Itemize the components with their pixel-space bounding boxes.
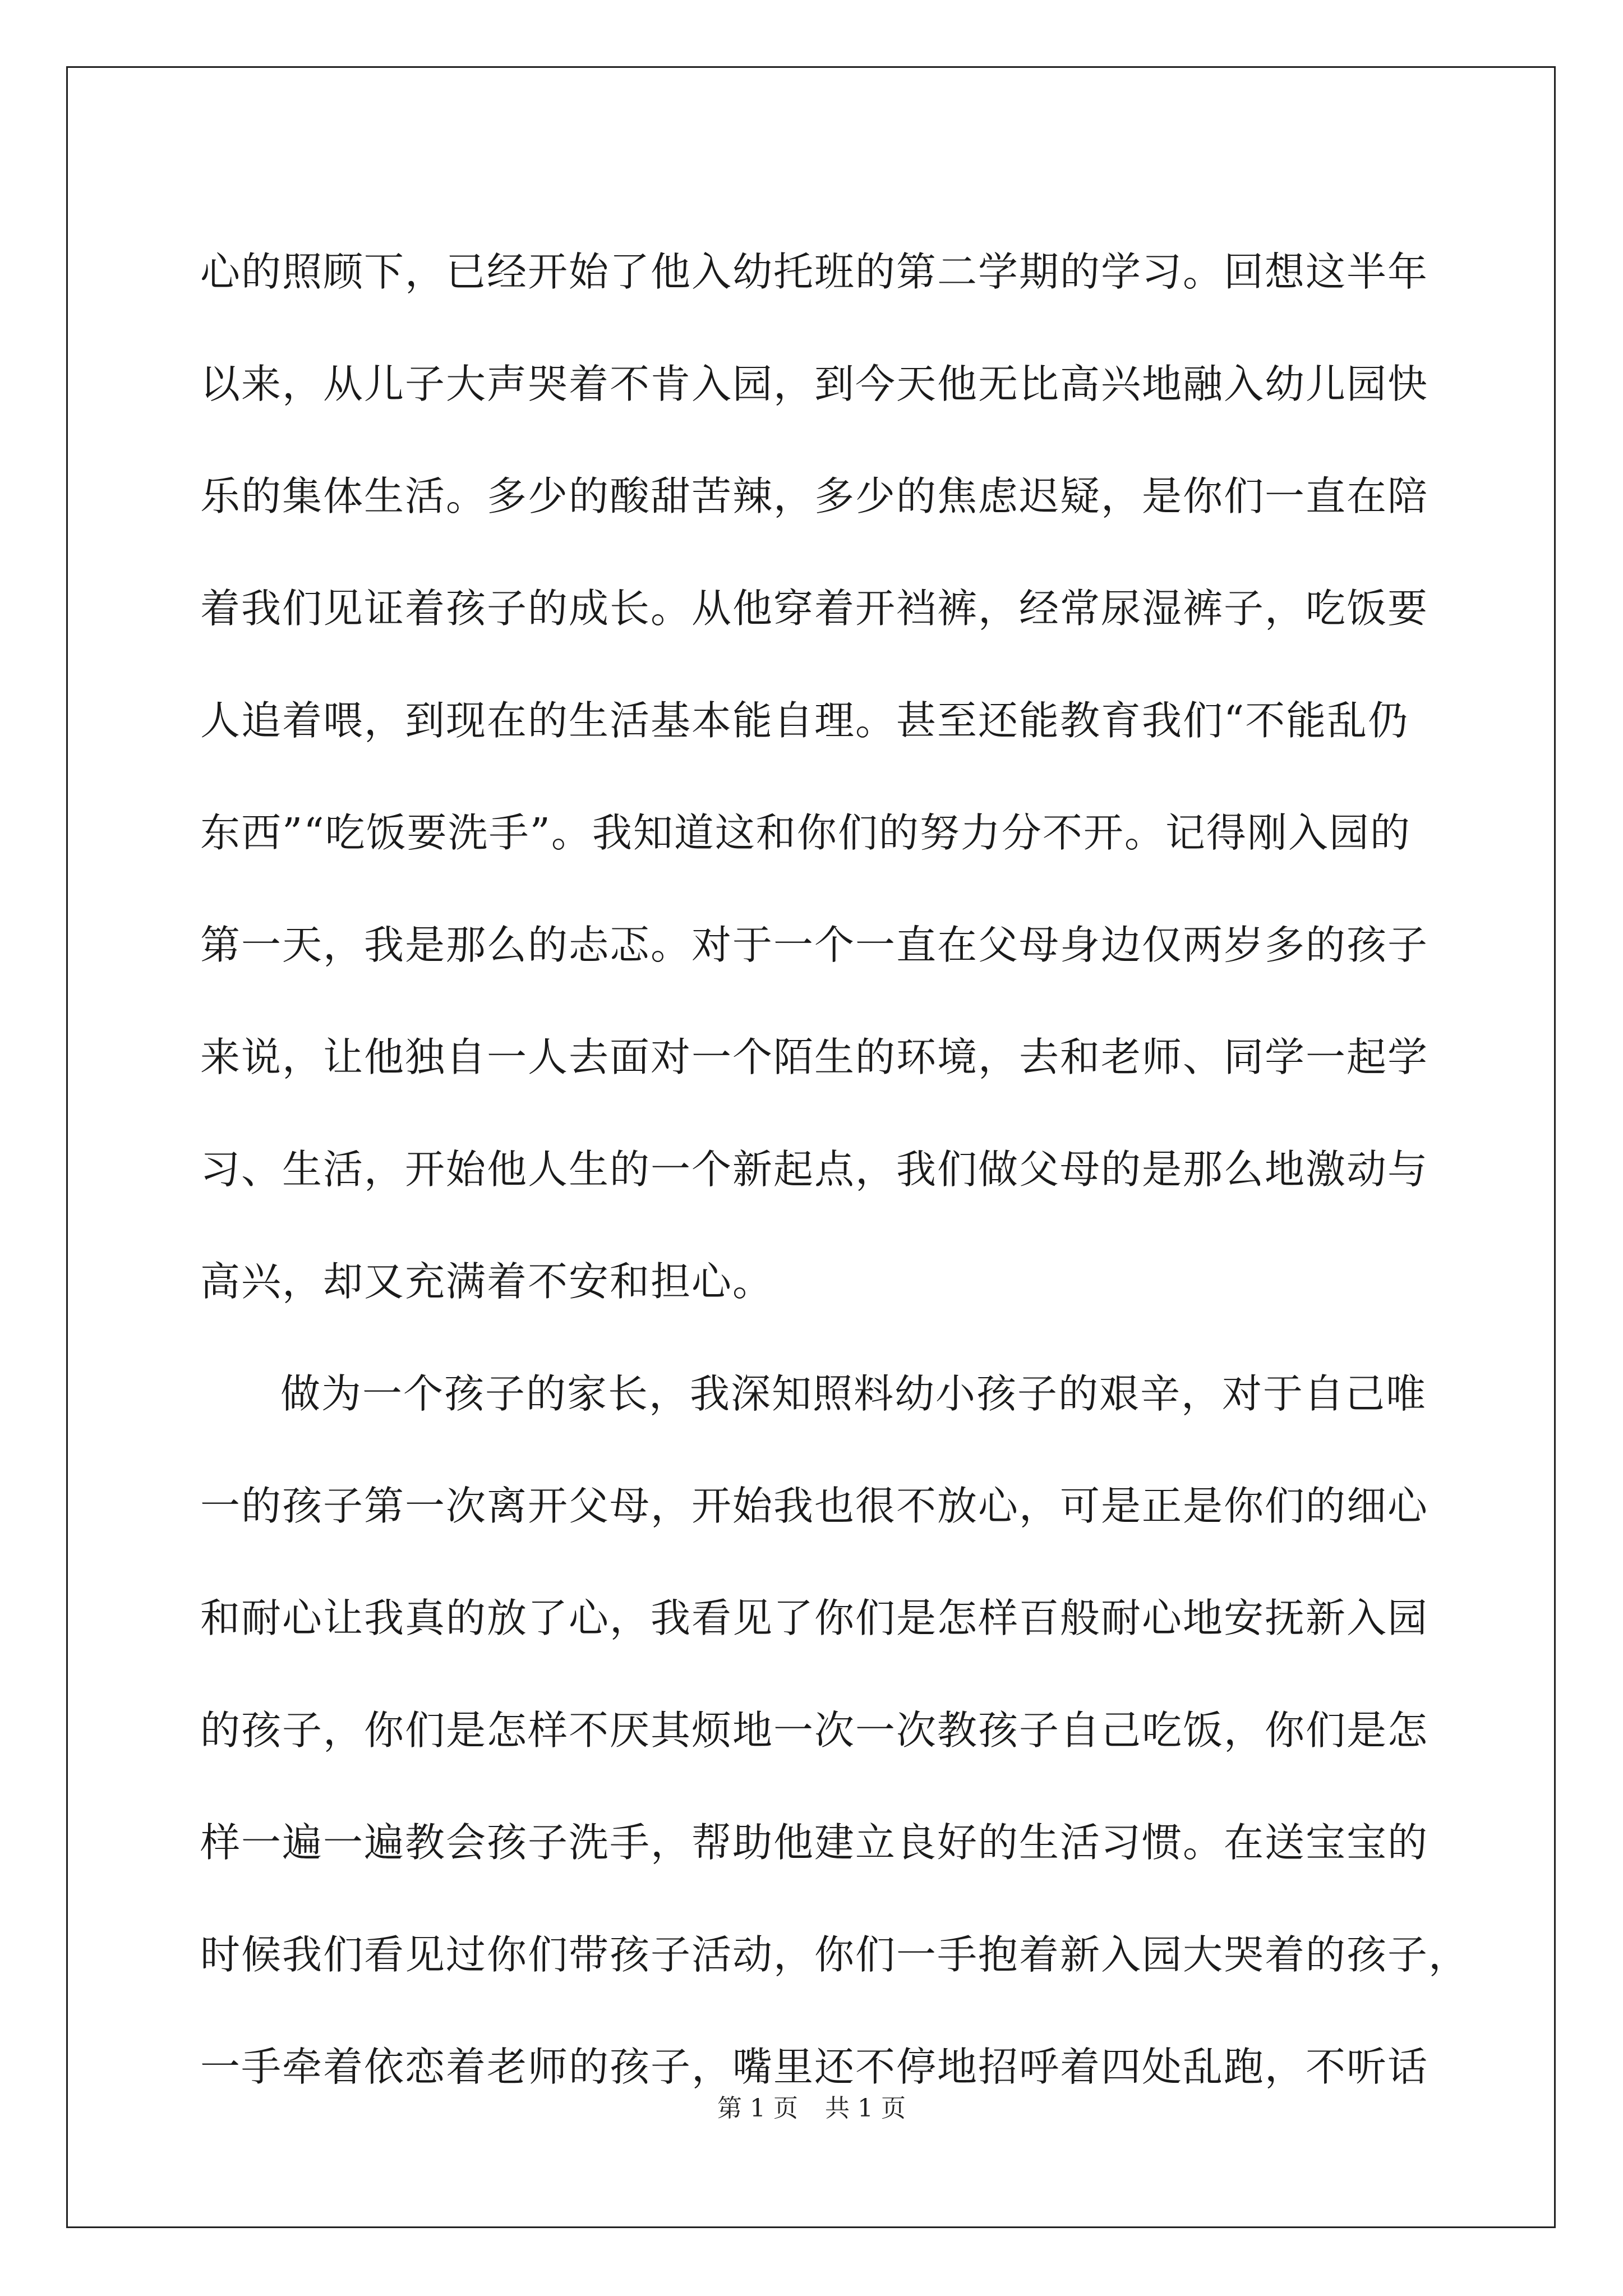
document-body [200, 216, 1470, 2123]
text-line-15: 样一遍一遍教会孩子洗手，帮助他建立良好的生活习惯。在送宝宝的 [200, 1819, 1429, 1866]
text-line-8: 来说，让他独自一人去面对一个陌生的环境，去和老师、同学一起学 [200, 1034, 1429, 1080]
text-line-9: 习、生活，开始他人生的一个新起点，我们做父母的是那么地激动与 [200, 1146, 1429, 1193]
text-line-16: 时候我们看见过你们带孩子活动，你们一手抱着新入园大哭着的孩子， [200, 1931, 1470, 1978]
page-total: 共 1 页 [825, 2094, 906, 2123]
text-line-3: 乐的集体生活。多少的酸甜苦辣，多少的焦虑迟疑，是你们一直在陪 [200, 473, 1429, 519]
text-line-13: 和耐心让我真的放了心，我看见了你们是怎样百般耐心地安抚新入园 [200, 1595, 1429, 1641]
text-line-1: 心的照顾下，已经开始了他入幼托班的第二学期的学习。回想这半年 [200, 249, 1429, 295]
text-line-11: 做为一个孩子的家长，我深知照料幼小孩子的艰辛，对于自己唯 [280, 1370, 1427, 1417]
text-line-4: 着我们见证着孩子的成长。从他穿着开裆裤，经常尿湿裤子，吃饭要 [200, 585, 1429, 632]
text-line-14: 的孩子，你们是怎样不厌其烦地一次一次教孩子自己吃饭，你们是怎 [200, 1707, 1429, 1754]
page-number: 第 1 页 [717, 2094, 798, 2123]
text-line-6: 东西”“吃饭要洗手”。我知道这和你们的努力分不开。记得刚入园的 [200, 809, 1411, 856]
text-line-17: 一手牵着依恋着老师的孩子，嘴里还不停地招呼着四处乱跑，不听话 [200, 2044, 1429, 2090]
text-line-2: 以来，从儿子大声哭着不肯入园，到今天他无比高兴地融入幼儿园快 [200, 361, 1429, 407]
text-line-10: 高兴，却又充满着不安和担心。 [200, 1258, 774, 1305]
text-line-5: 人追着喂，到现在的生活基本能自理。甚至还能教育我们“不能乱仍 [200, 697, 1409, 744]
text-line-12: 一的孩子第一次离开父母，开始我也很不放心，可是正是你们的细心 [200, 1483, 1429, 1529]
text-line-7: 第一天，我是那么的忐忑。对于一个一直在父母身边仅两岁多的孩子 [200, 922, 1429, 968]
page-footer [0, 2088, 1623, 2124]
